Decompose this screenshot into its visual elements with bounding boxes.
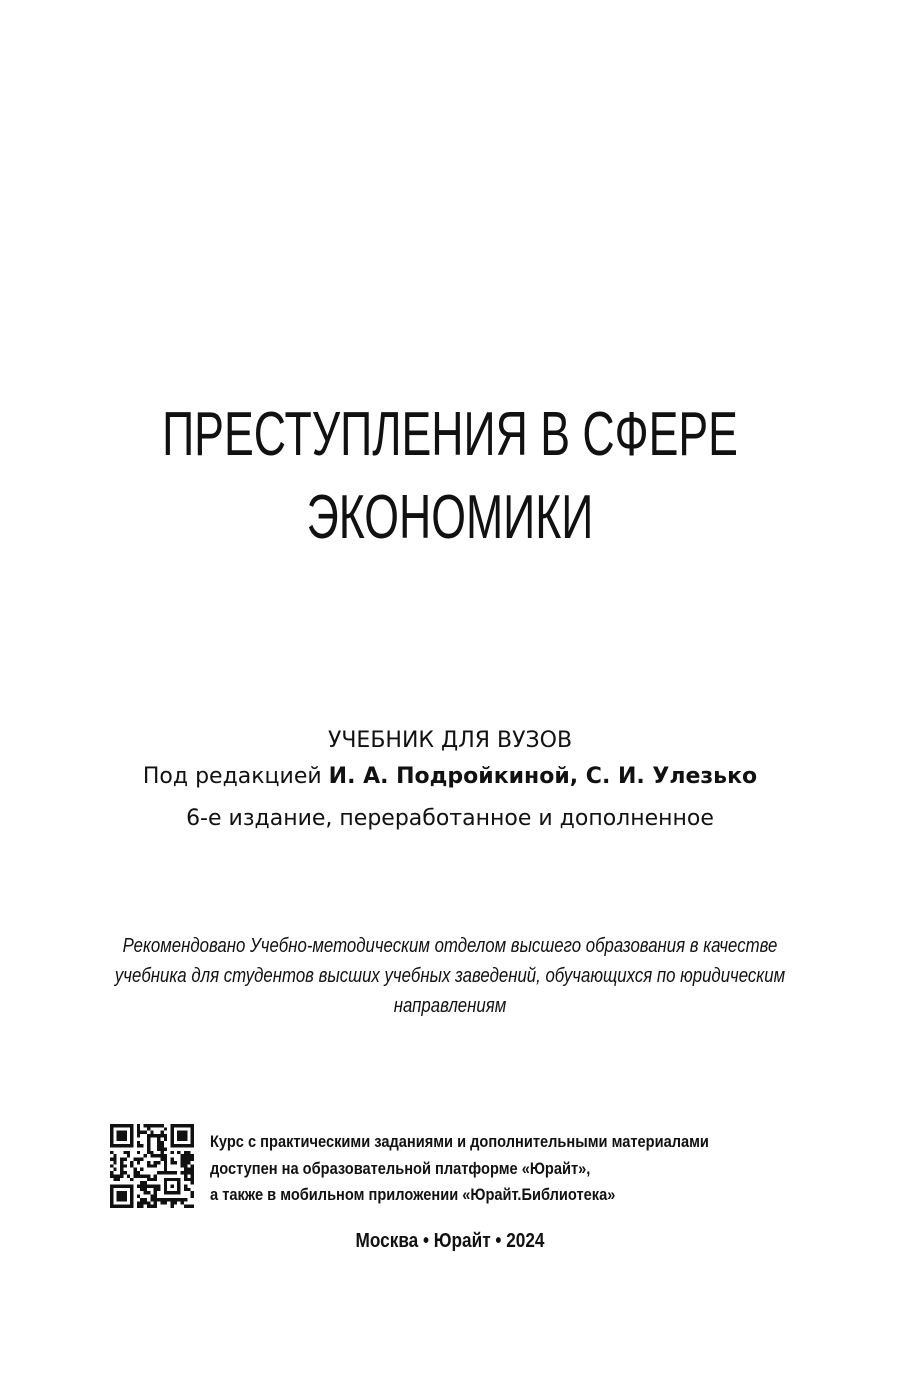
editors-prefix: Под редакцией	[142, 764, 329, 789]
editors-line	[0, 766, 900, 788]
book-title-line-1: ПРЕСТУПЛЕНИЯ В СФЕРЕ	[162, 400, 738, 469]
edition-line: 6-е издание, переработанное и дополненное	[186, 806, 714, 831]
publisher-imprint: Москва • Юрайт • 2024	[355, 1230, 545, 1252]
qr-code-icon[interactable]	[110, 1124, 194, 1208]
book-title-line-2: ЭКОНОМИКИ	[306, 483, 594, 552]
recommendation-line-2: учебника для студентов высших учебных заведений, обучающихся по юридическим	[114, 965, 786, 987]
recommendation-line-1: Рекомендовано Учебно-методическим отделом высшего образования в качестве	[122, 935, 778, 957]
recommendation-line-3: направлениям	[393, 995, 507, 1017]
course-info-line-3: а также в мобильном приложении «Юрайт.Библиотека»	[210, 1185, 616, 1204]
course-info-line-1: Курс с практическими заданиями и дополнительными материалами	[210, 1132, 709, 1151]
course-info-line-2: доступен на образовательной платформе «Юрайт»,	[210, 1159, 591, 1178]
book-type: УЧЕБНИК ДЛЯ ВУЗОВ	[327, 728, 573, 753]
editors-names: И. А. Подройкиной, С. И. Улезько	[328, 764, 758, 789]
